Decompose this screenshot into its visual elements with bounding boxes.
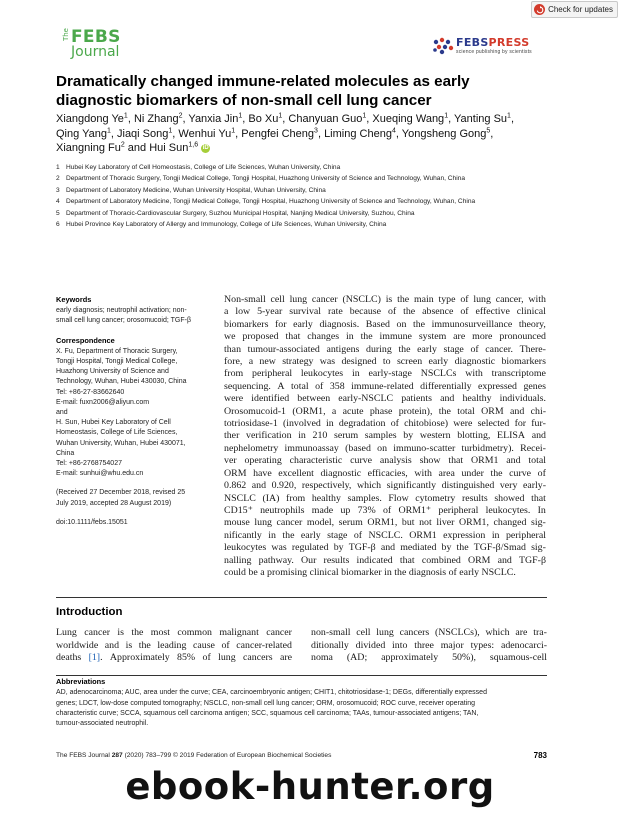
keywords-line: small cell lung cancer; orosomucoid; TGF-β bbox=[56, 317, 191, 325]
title-line: Dramatically changed immune-related molecules as early bbox=[56, 73, 470, 90]
doi-link[interactable]: doi:10.1111/febs.15051 bbox=[56, 518, 128, 526]
abstract-line: leukocytes was regulated by TGF-β and mediated by the TGF-β/Smad sig- bbox=[224, 542, 546, 554]
received-line: July 2019, accepted 28 August 2019) bbox=[56, 499, 172, 507]
intro-line: Lung cancer is the most common malignant cancer bbox=[56, 627, 292, 638]
abstract-line: biomarkers for early diagnosis. Based on the immunosurveillance theory, bbox=[224, 318, 546, 330]
abbreviations-line: genes; LDCT, low-dose computed tomography; NSCLC, non-small cell lung cancer; ORM, orosomucoid; ROC curve, receiver operating bbox=[56, 699, 476, 707]
affiliation-text: Department of Laboratory Medicine, Wuhan University Hospital, Wuhan University, China bbox=[66, 186, 326, 194]
abstract-line: ver operating characteristic curve analysis show that ORM1 and total bbox=[224, 455, 546, 467]
author-name: Bo Xu bbox=[248, 113, 279, 125]
author-name: Qing Yang bbox=[56, 127, 107, 140]
author-name: Yanting Su bbox=[454, 113, 508, 125]
author-name: Pengfei Cheng bbox=[241, 127, 315, 140]
abstract-line: could be a promising clinical biomarker in the diagnosis of early NSCLC. bbox=[224, 566, 516, 578]
author-affiliation-mark: 1 bbox=[123, 112, 128, 120]
febs-press-logo bbox=[432, 36, 552, 58]
affiliation-item bbox=[56, 162, 566, 173]
affiliation-item bbox=[56, 185, 566, 196]
abstract-line: Non-small cell lung cancer (NSCLC) is the main type of lung cancer, with bbox=[224, 294, 546, 305]
affiliation-number: 4 bbox=[56, 198, 60, 206]
correspondence-line: Tel: +86-27-83662640 bbox=[56, 388, 125, 396]
abstract-line: nificantly in the early stage of NSCLC. ORM1 expression in peripheral bbox=[224, 529, 546, 541]
abbreviations-line: tumour-associated neutrophil. bbox=[56, 720, 149, 728]
correspondence-block bbox=[56, 336, 206, 480]
keywords-line: early diagnosis; neutrophil activation; non- bbox=[56, 307, 187, 315]
abbreviations-heading: Abbreviations bbox=[56, 677, 106, 686]
abstract-line: CD15⁺ neutrophils made up 73% of ORM1⁺ peripheral leukocytes. In bbox=[224, 504, 546, 516]
intro-line: noma (AD; approximately 50%), squamous-cell bbox=[311, 652, 547, 663]
correspondence-line: and bbox=[56, 409, 68, 417]
affiliation-text: Department of Laboratory Medicine, Tongji Medical College, Tongji Hospital, Huazhong University of Science and Technology, Wuhan, China bbox=[66, 198, 476, 206]
refresh-icon bbox=[534, 4, 545, 15]
orcid-icon[interactable]: iD bbox=[202, 144, 209, 151]
author-name: Xiangdong Ye bbox=[56, 113, 124, 125]
correspondence-line: Huazhong University of Science and bbox=[56, 368, 169, 376]
author-affiliation-mark: 1 bbox=[231, 126, 236, 134]
abstract-line: ORM have excellent diagnostic efficacies, with area under the curve of bbox=[224, 467, 546, 479]
affiliation-number: 2 bbox=[56, 175, 60, 183]
section-divider bbox=[56, 597, 547, 598]
author-name: Liming Cheng bbox=[324, 127, 392, 140]
footer-copyright: (2020) 783–799 © 2019 Federation of European Biochemical Societies bbox=[122, 752, 332, 759]
correspondence-line: E-mail: sunhui@whu.edu.cn bbox=[56, 470, 144, 478]
author-line: Xiangdong Ye$^1$, Ni Zhang$^2$, Yanxia Jin$^1$, Bo Xu$^1$, Chanyuan Guo$^1$, Xueqing Wang$^1$, Yanting Su$^1$, bbox=[56, 112, 514, 125]
author-name: Xueqing Wang bbox=[372, 113, 445, 125]
abstract-line: nalling pathway. Our results indicated that combined ORM and TGF-β bbox=[224, 554, 546, 566]
author-affiliation-mark: 2 bbox=[120, 141, 125, 149]
author-affiliation-mark: 1 bbox=[106, 126, 111, 134]
abstract-line: we proposed that changes in the immune system are more pronounced bbox=[224, 331, 546, 343]
author-line: Qing Yang$^1$, Jiaqi Song$^1$, Wenhui Yu$^1$, Pengfei Cheng$^3$, Liming Cheng$^4$, Yongsheng Gong$^5$, bbox=[56, 126, 494, 140]
article-sidebar bbox=[56, 295, 206, 528]
author-affiliation-mark: 4 bbox=[391, 126, 396, 134]
author-line bbox=[56, 141, 556, 156]
intro-line: deaths [1]. Approximately 85% of lung cancers are bbox=[56, 652, 292, 663]
correspondence-line: Tel: +86-2768754027 bbox=[56, 460, 122, 468]
press-name: FEBSPRESS bbox=[456, 36, 530, 49]
abstract-line: from peripheral leukocytes in early-stage NSCLCs with transcriptome bbox=[224, 368, 546, 380]
received-dates bbox=[56, 488, 206, 508]
keywords-block bbox=[56, 295, 206, 327]
affiliation-item bbox=[56, 173, 566, 184]
author-affiliation-mark: 1,6 bbox=[188, 141, 199, 149]
author-affiliation-mark: 1 bbox=[507, 112, 511, 120]
page-number: 783 bbox=[533, 751, 547, 760]
abstract-line: mouse lung cancer model, serum ORM1, but not liver ORM1, changed sig- bbox=[224, 517, 546, 529]
correspondence-line: X. Fu, Department of Thoracic Surgery, bbox=[56, 347, 178, 355]
author-affiliation-mark: 3 bbox=[314, 126, 318, 134]
correspondence-heading: Correspondence bbox=[56, 335, 115, 345]
abstract-line: Orosomucoid-1 (ORM1, a acute phase protein), the total ORM and chi- bbox=[224, 405, 546, 417]
abstract-line: were identified between early-NSCLC patients and healthy individuals. bbox=[224, 393, 546, 405]
affiliation-number: 5 bbox=[56, 209, 60, 217]
abstract-line: ther verification in 210 serum samples by western blotting, ELISA and bbox=[224, 430, 546, 442]
intro-left-column bbox=[56, 627, 292, 665]
affiliation-text: Department of Thoracic Surgery, Tongji Medical College, Tongji Hospital, Huazhong University of Science and Technology, Wuhan, China bbox=[66, 175, 466, 183]
correspondence-line: Homeostasis, College of Life Sciences, bbox=[56, 429, 178, 437]
author-affiliation-mark: 1 bbox=[362, 112, 367, 120]
article-title bbox=[56, 72, 566, 110]
febs-press-dots-icon bbox=[432, 37, 454, 55]
author-affiliation-mark: 5 bbox=[486, 126, 491, 134]
footer-journal: The FEBS Journal bbox=[56, 752, 110, 759]
logo-the: The bbox=[62, 28, 70, 42]
footer-volume: 287 bbox=[111, 752, 123, 759]
intro-line: ditionally divided into three major types: adenocarci- bbox=[311, 639, 547, 651]
citation-link[interactable]: [1] bbox=[88, 652, 101, 663]
author-affiliation-mark: 1 bbox=[278, 112, 283, 120]
logo-febs: FEBS bbox=[71, 27, 121, 47]
watermark-text: ebook-hunter.org bbox=[125, 765, 495, 808]
author-name: Wenhui Yu bbox=[178, 127, 232, 140]
author-name: Hui Sun bbox=[149, 142, 189, 154]
author-name: Yongsheng Gong bbox=[401, 127, 487, 140]
intro-line: worldwide and is the leading cause of cancer-related bbox=[56, 639, 292, 651]
affiliation-item bbox=[56, 208, 566, 219]
author-affiliation-mark: 1 bbox=[168, 126, 173, 134]
author-name: Jiaqi Song bbox=[117, 127, 169, 140]
author-name: Yanxia Jin bbox=[188, 113, 239, 125]
abstract-line: NSCLC (IA) from healthy samples. Flow cytometry results showed that bbox=[224, 492, 546, 504]
author-affiliation-mark: 1 bbox=[238, 112, 243, 120]
abstract-line: sequencing. A total of 358 immune-related differentially expressed genes bbox=[224, 380, 546, 392]
author-conjunction: and bbox=[127, 142, 147, 154]
author-affiliation-mark: 1 bbox=[444, 112, 449, 120]
keywords-heading: Keywords bbox=[56, 295, 92, 304]
affiliation-item bbox=[56, 219, 566, 230]
affiliation-text: Hubei Province Key Laboratory of Allergy and Immunology, College of Life Sciences, Wuhan University, China bbox=[66, 221, 387, 229]
correspondence-line: Wuhan University, Wuhan, Hubei 430071, bbox=[56, 439, 186, 447]
affiliation-text: Hubei Key Laboratory of Cell Homeostasis, College of Life Sciences, Wuhan University, China bbox=[66, 164, 341, 171]
intro-right-column bbox=[311, 627, 547, 665]
affiliations bbox=[56, 162, 566, 230]
logo-journal: Journal bbox=[71, 44, 120, 60]
correspondence-line: E-mail: fuxn2006@aliyun.com bbox=[56, 398, 150, 406]
correspondence-line: Technology, Wuhan, Hubei 430030, China bbox=[56, 378, 187, 386]
check-for-updates-label: Check for updates bbox=[548, 5, 613, 14]
affiliation-number: 1 bbox=[56, 164, 60, 171]
abstract-line: nephelometry immunoassay (based on immuno-scatter turbidmetry). Recei- bbox=[224, 442, 546, 454]
abstract-line: a low 5-year survival rate because of the absence of effective clinical bbox=[224, 306, 546, 318]
abbreviations-divider bbox=[56, 675, 547, 676]
author-name: Chanyuan Guo bbox=[288, 113, 363, 125]
title-line: diagnostic biomarkers of non-small cell lung cancer bbox=[56, 92, 432, 109]
author-list bbox=[56, 112, 556, 156]
affiliation-text: Department of Thoracic-Cardiovascular Surgery, Suzhou Municipal Hospital, Nanjing Medical University, Suzhou, China bbox=[66, 209, 415, 217]
received-line: (Received 27 December 2018, revised 25 bbox=[56, 489, 186, 497]
abbreviations-line: AD, adenocarcinoma; AUC, area under the curve; CEA, carcinoembryonic antigen; CHIT1, chitotriosidase-1; DEGs, differentially expressed bbox=[56, 689, 487, 697]
introduction-heading: Introduction bbox=[56, 606, 123, 618]
author-name: Xiangning Fu bbox=[56, 142, 121, 154]
abstract-line: fore, a new strategy was designed to screen early diagnostic biomarkers bbox=[224, 356, 546, 368]
page-footer bbox=[56, 752, 547, 759]
febs-journal-logo bbox=[62, 28, 126, 62]
intro-line: non-small cell lung cancers (NSCLCs), which are tra- bbox=[311, 627, 547, 638]
abstract bbox=[224, 294, 546, 579]
abstract-line: than tumour-associated antigens during the early stage of cancer. There- bbox=[224, 343, 546, 355]
correspondence-line: Tongji Hospital, Tongji Medical College, bbox=[56, 358, 178, 366]
check-for-updates-button[interactable] bbox=[531, 1, 618, 18]
author-name: Ni Zhang bbox=[133, 113, 179, 125]
abbreviations-block bbox=[56, 677, 551, 729]
affiliation-number: 3 bbox=[56, 186, 60, 194]
abstract-line: totriosidase-1 (involved in degradation of chitobiose) were selected for fur- bbox=[224, 418, 546, 430]
abbreviations-line: characteristic curve; SCCA, squamous cell carcinoma antigen; SCC, squamous cell carcinoma; TAAs, tumour-associated antigens; TAN, bbox=[56, 709, 479, 717]
affiliation-item bbox=[56, 196, 566, 207]
correspondence-line: H. Sun, Hubei Key Laboratory of Cell bbox=[56, 419, 171, 427]
affiliation-number: 6 bbox=[56, 221, 60, 229]
abstract-line: 0.862 and 0.920, respectively, which significantly distinguished very early- bbox=[224, 480, 546, 492]
author-affiliation-mark: 2 bbox=[178, 112, 183, 120]
correspondence-line: China bbox=[56, 449, 75, 457]
press-tagline: science publishing by scientists bbox=[456, 49, 532, 55]
